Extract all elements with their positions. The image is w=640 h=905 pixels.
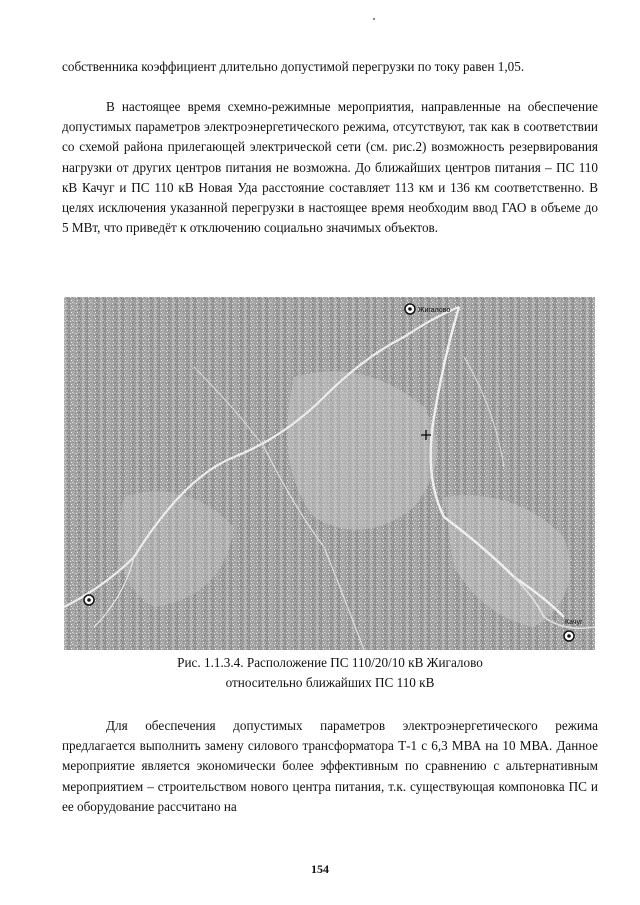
paragraph-3: Для обеспечения допустимых параметров электроэнергетического режима предлагается выполнить замену силового трансформатора Т-1 с 6,3 МВА на 10 МВА. Данное мероприятие является экономически более эффективным по сравнению с альтернативным мероприятием – строительством нового центра питания, т.к. существующая компоновка ПС и ее оборудование рассчитано на — [62, 718, 598, 814]
page-number: 154 — [311, 862, 329, 876]
map-label-right: Качуг — [565, 619, 583, 626]
paragraph-1: собственника коэффициент длительно допустимой перегрузки по току равен 1,05. — [62, 59, 525, 74]
scan-speck — [373, 18, 375, 20]
substation-marker-icon — [405, 304, 415, 314]
caption-line-2: относительно ближайших ПС 110 кВ — [225, 675, 435, 690]
caption-line-1: Рис. 1.1.3.4. Расположение ПС 110/20/10 кВ Жигалово — [177, 655, 483, 670]
paragraph-2: В настоящее время схемно-режимные мероприятия, направленные на обеспечение допустимых параметров электроэнергетического режима, отсутствуют, так как в соответствии со схемой района прилегающей электрической сети (см. рис.2) возможность резервирования нагрузки от других центров питания не возможна. До ближайших центров питания – ПС 110 кВ Качуг и ПС 110 кВ Новая Уда расстояние составляет 113 км и 136 км соответственно. В целях исключения указанной перегрузки в настоящее время необходим ввод ГАО в объеме до 5 МВт, что приведёт к отключению социально значимых объектов. — [62, 99, 598, 236]
substation-marker-icon — [564, 631, 574, 641]
map-label-top: Жигалово — [418, 307, 451, 314]
substation-marker-icon — [84, 595, 94, 605]
figure-caption — [62, 653, 598, 693]
substation-location-map — [64, 297, 595, 650]
